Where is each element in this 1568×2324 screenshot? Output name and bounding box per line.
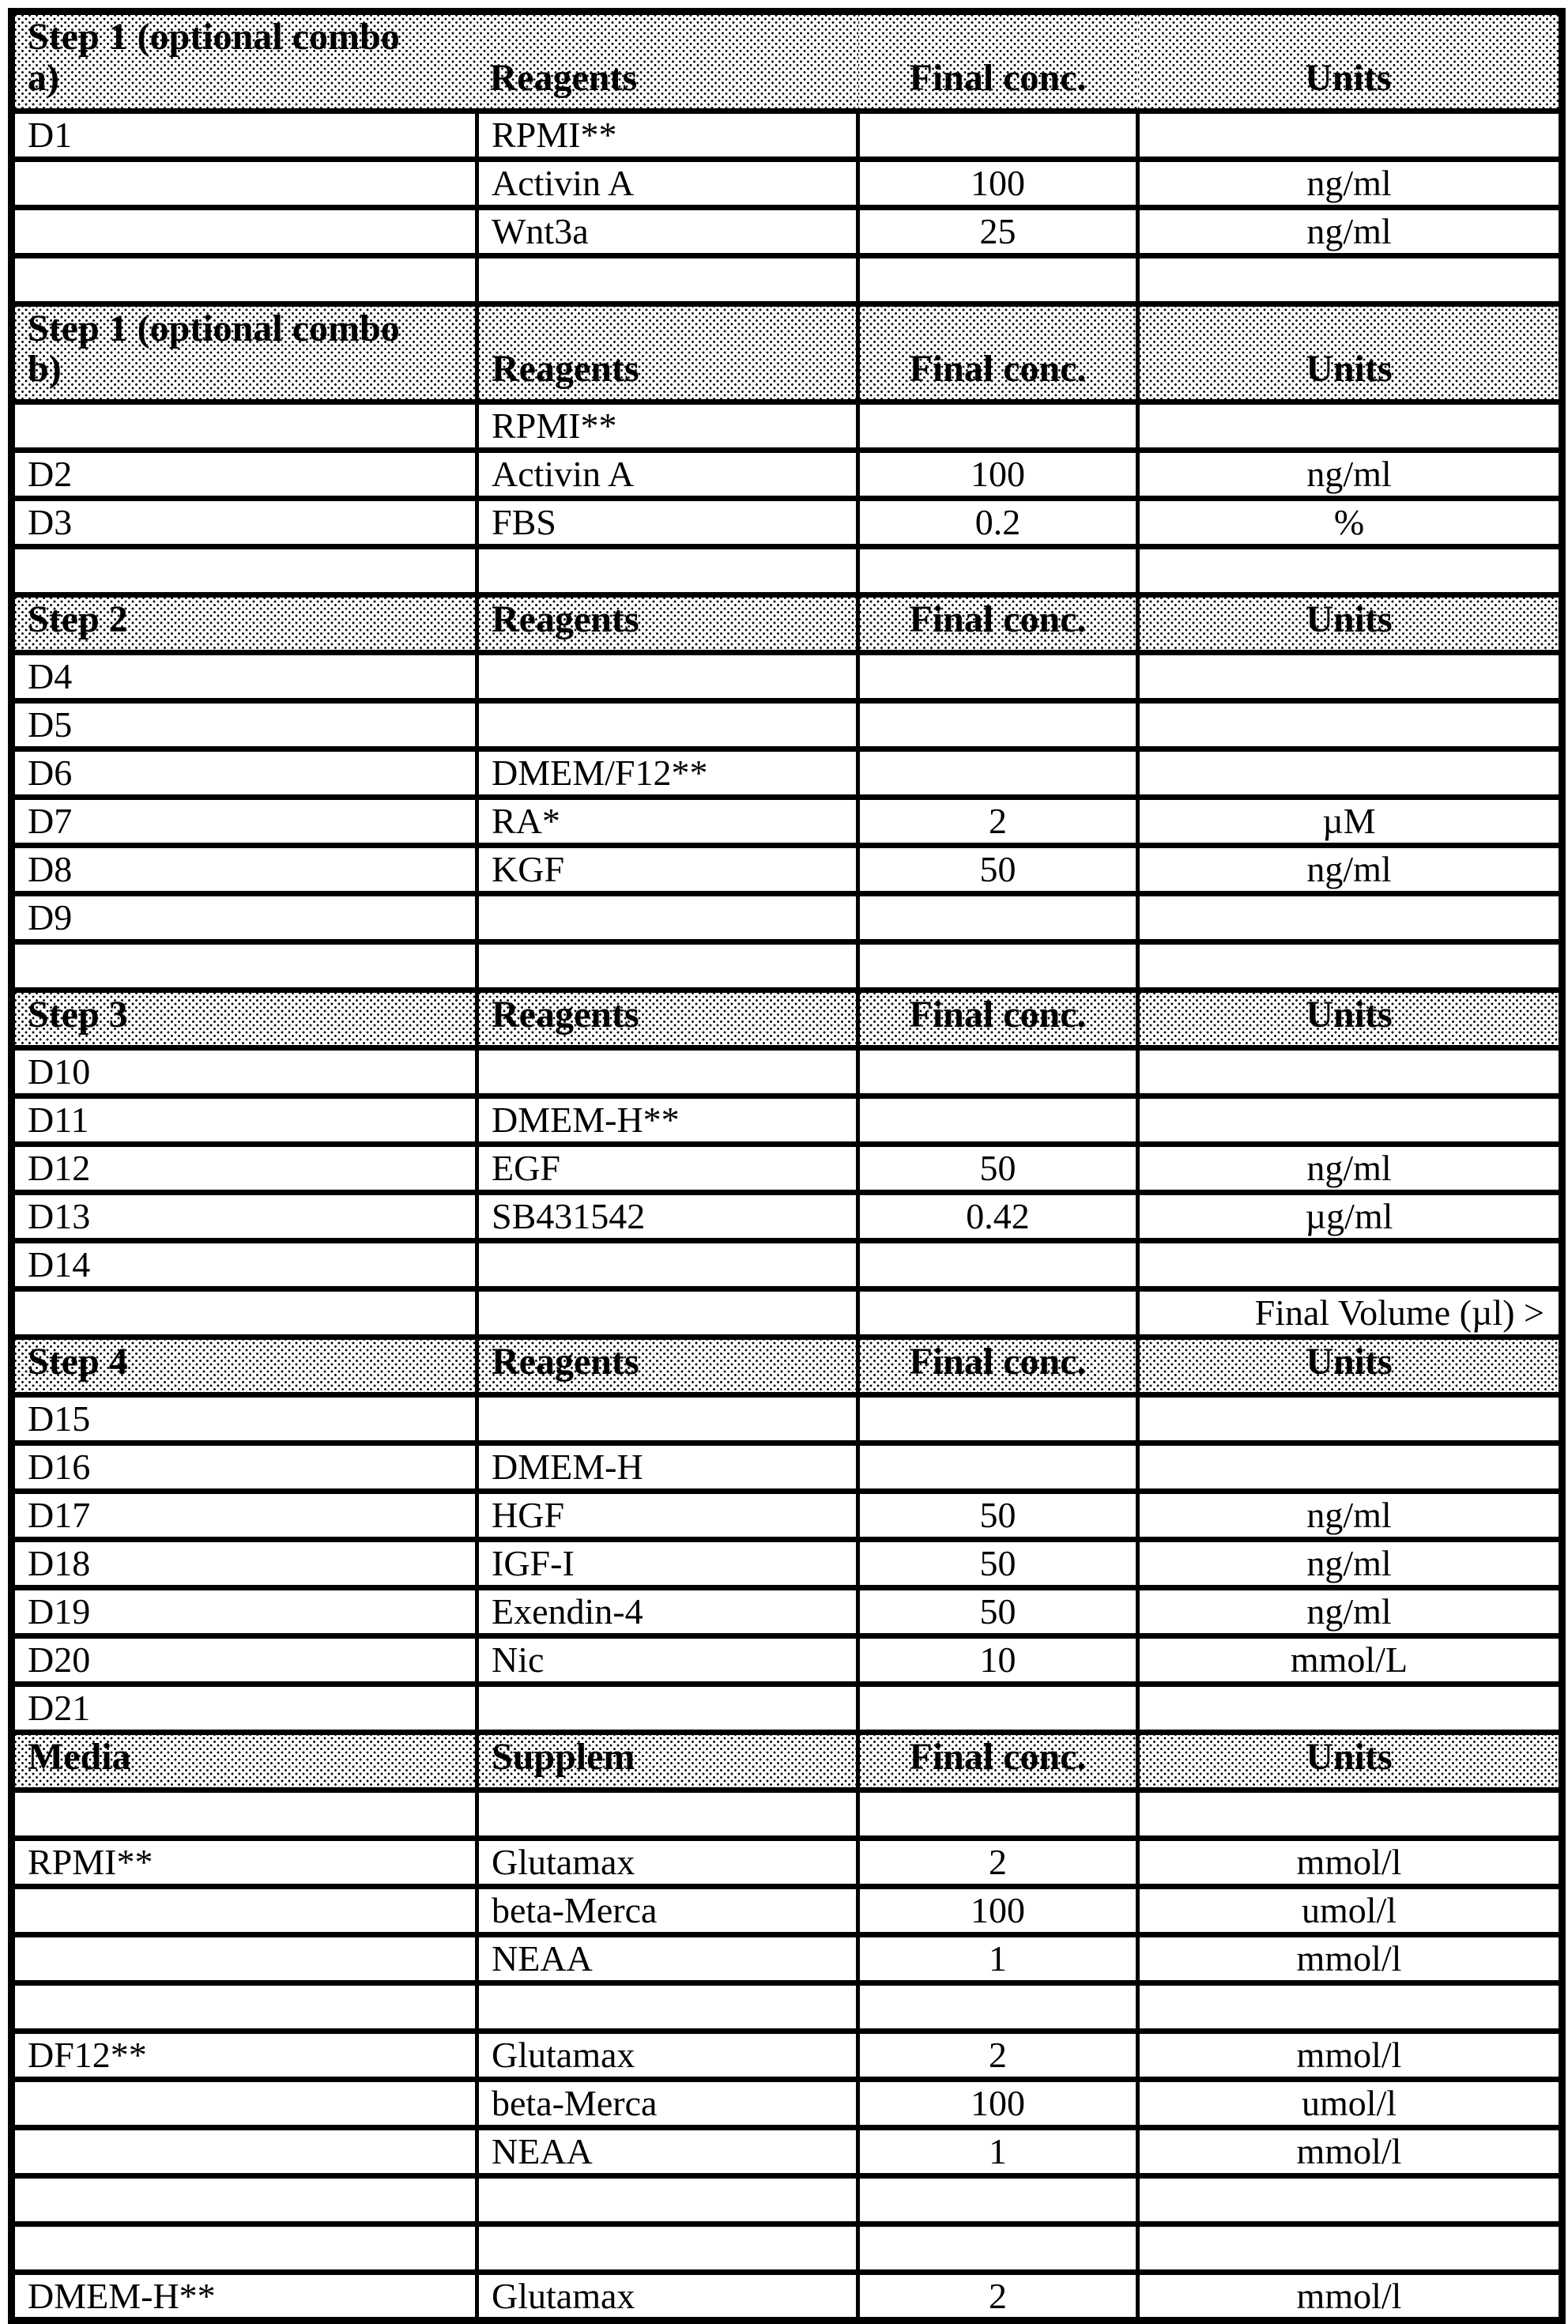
- cell-units: ng/ml: [1138, 1491, 1562, 1539]
- cell-step: [12, 2175, 477, 2224]
- table-row: [12, 2224, 1562, 2272]
- table-row: [12, 159, 1562, 207]
- table-row: [12, 1443, 1562, 1491]
- cell-units: µg/ml: [1138, 1192, 1562, 1240]
- cell-reagent: [477, 1288, 858, 1337]
- cell-step: D20: [12, 1635, 477, 1684]
- header-cell-reagent: Supplem: [477, 1732, 858, 1790]
- table-row: [12, 1790, 1562, 1838]
- cell-reagent: [477, 894, 858, 942]
- cell-reagent: [477, 1983, 858, 2031]
- cell-step: DMEM-H**: [12, 2272, 477, 2321]
- cell-final-conc: 10: [858, 1635, 1138, 1684]
- cell-step: [12, 1886, 477, 1934]
- cell-reagent: Exendin-4: [477, 1587, 858, 1635]
- cell-reagent: NEAA: [477, 2127, 858, 2175]
- cell-reagent: RA*: [477, 798, 858, 846]
- cell-units: [1138, 1443, 1562, 1491]
- cell-reagent: [477, 2175, 858, 2224]
- cell-final-conc: [858, 255, 1138, 304]
- header-cell-units: Units: [1138, 1732, 1562, 1790]
- reagent-table-body: [12, 12, 1562, 2321]
- cell-final-conc: 100: [858, 451, 1138, 499]
- cell-final-conc: [858, 1096, 1138, 1144]
- cell-reagent: FBS: [477, 499, 858, 547]
- cell-reagent: [477, 255, 858, 304]
- cell-final-conc: 0.42: [858, 1192, 1138, 1240]
- cell-step: D5: [12, 701, 477, 749]
- cell-step: D4: [12, 653, 477, 701]
- table-row: [12, 2079, 1562, 2127]
- header-cell-step: Step 1 (optional combo b): [12, 304, 477, 402]
- cell-final-conc: 50: [858, 1539, 1138, 1587]
- cell-step: [12, 942, 477, 990]
- header-cell-units: Units: [1138, 304, 1562, 402]
- cell-final-conc: [858, 1288, 1138, 1337]
- cell-reagent: Glutamax: [477, 2031, 858, 2079]
- cell-units: [1138, 111, 1562, 159]
- cell-units: [1138, 653, 1562, 701]
- cell-step: D10: [12, 1047, 477, 1096]
- cell-reagent: beta-Merca: [477, 2079, 858, 2127]
- cell-final-conc: 50: [858, 846, 1138, 894]
- header-cell-step: Step 3: [12, 990, 477, 1048]
- cell-step: D17: [12, 1491, 477, 1539]
- cell-step: DF12**: [12, 2031, 477, 2079]
- table-row: [12, 499, 1562, 547]
- cell-final-conc: [858, 402, 1138, 451]
- cell-final-conc: [858, 942, 1138, 990]
- cell-final-conc: 2: [858, 2272, 1138, 2321]
- cell-step: D8: [12, 846, 477, 894]
- cell-reagent: [477, 547, 858, 595]
- table-row: [12, 1684, 1562, 1732]
- header-cell-final-conc: Final conc.: [858, 1337, 1138, 1394]
- cell-final-conc: [858, 2224, 1138, 2272]
- cell-reagent: DMEM/F12**: [477, 749, 858, 798]
- cell-step: [12, 1983, 477, 2031]
- cell-final-conc: [858, 1443, 1138, 1491]
- cell-reagent: RPMI**: [477, 402, 858, 451]
- cell-reagent: Activin A: [477, 159, 858, 207]
- cell-final-conc: [858, 547, 1138, 595]
- cell-final-conc: 1: [858, 1934, 1138, 1983]
- cell-reagent: Glutamax: [477, 2272, 858, 2321]
- cell-step: [12, 255, 477, 304]
- header-cell-final-conc: Final conc.: [858, 595, 1138, 653]
- cell-units: mmol/l: [1138, 2127, 1562, 2175]
- table-row: [12, 653, 1562, 701]
- cell-units: %: [1138, 499, 1562, 547]
- cell-reagent: [477, 2224, 858, 2272]
- cell-step: D16: [12, 1443, 477, 1491]
- cell-reagent: [477, 1047, 858, 1096]
- cell-units: µM: [1138, 798, 1562, 846]
- cell-reagent: [477, 653, 858, 701]
- table-row: [12, 255, 1562, 304]
- cell-step: D14: [12, 1240, 477, 1288]
- cell-final-conc: [858, 701, 1138, 749]
- table-row: [12, 749, 1562, 798]
- header-cell-reagent: Reagents: [477, 1337, 858, 1394]
- table-row: [12, 1934, 1562, 1983]
- cell-final-conc: 100: [858, 2079, 1138, 2127]
- cell-final-conc: 100: [858, 159, 1138, 207]
- table-row: [12, 207, 1562, 255]
- table-row: [12, 942, 1562, 990]
- cell-reagent: [477, 1684, 858, 1732]
- section-header-row: [12, 595, 1562, 653]
- cell-reagent: EGF: [477, 1144, 858, 1192]
- cell-final-conc: [858, 1394, 1138, 1443]
- cell-final-conc: [858, 1047, 1138, 1096]
- cell-final-conc: 1: [858, 2127, 1138, 2175]
- table-row: [12, 2272, 1562, 2321]
- cell-units: [1138, 1790, 1562, 1838]
- cell-reagent: KGF: [477, 846, 858, 894]
- table-row: [12, 1838, 1562, 1886]
- cell-units: [1138, 1394, 1562, 1443]
- cell-step: D15: [12, 1394, 477, 1443]
- table-row: [12, 701, 1562, 749]
- header-cell-units: Units: [1138, 12, 1562, 111]
- cell-step: D13: [12, 1192, 477, 1240]
- section-header-row: [12, 304, 1562, 402]
- cell-final-conc: 0.2: [858, 499, 1138, 547]
- cell-units: mmol/l: [1138, 1934, 1562, 1983]
- table-row: [12, 798, 1562, 846]
- section-header-row: [12, 1732, 1562, 1790]
- cell-units: ng/ml: [1138, 1144, 1562, 1192]
- table-row: [12, 111, 1562, 159]
- cell-units: umol/l: [1138, 2079, 1562, 2127]
- table-row: [12, 1886, 1562, 1934]
- header-cell-reagent: Reagents: [477, 990, 858, 1048]
- cell-units: [1138, 701, 1562, 749]
- cell-units: mmol/L: [1138, 1635, 1562, 1684]
- table-row: [12, 547, 1562, 595]
- cell-final-conc: 2: [858, 2031, 1138, 2079]
- cell-reagent: [477, 1790, 858, 1838]
- table-row: [12, 1144, 1562, 1192]
- cell-units: [1138, 894, 1562, 942]
- cell-step: D19: [12, 1587, 477, 1635]
- cell-units: [1138, 2175, 1562, 2224]
- cell-units: mmol/l: [1138, 1838, 1562, 1886]
- section-header-row: [12, 12, 1562, 111]
- cell-reagent: HGF: [477, 1491, 858, 1539]
- header-cell-step: Media: [12, 1732, 477, 1790]
- header-cell-step: Step 4: [12, 1337, 477, 1394]
- table-row: [12, 1983, 1562, 2031]
- cell-reagent: [477, 1240, 858, 1288]
- cell-final-conc: [858, 1790, 1138, 1838]
- cell-step: [12, 1934, 477, 1983]
- table-row: [12, 1635, 1562, 1684]
- table-row: [12, 894, 1562, 942]
- cell-units: [1138, 1684, 1562, 1732]
- cell-step: [12, 2127, 477, 2175]
- cell-units: [1138, 547, 1562, 595]
- cell-step: [12, 159, 477, 207]
- cell-final-conc: 100: [858, 1886, 1138, 1934]
- cell-final-conc: [858, 1983, 1138, 2031]
- cell-units: [1138, 2224, 1562, 2272]
- table-row: [12, 1047, 1562, 1096]
- header-cell-reagent: Reagents: [477, 12, 858, 111]
- cell-units: ng/ml: [1138, 1587, 1562, 1635]
- cell-units: [1138, 942, 1562, 990]
- cell-final-conc: [858, 894, 1138, 942]
- cell-final-conc: [858, 1684, 1138, 1732]
- cell-reagent: IGF-I: [477, 1539, 858, 1587]
- cell-reagent: [477, 1394, 858, 1443]
- cell-reagent: Activin A: [477, 451, 858, 499]
- cell-reagent: DMEM-H: [477, 1443, 858, 1491]
- cell-final-conc: [858, 653, 1138, 701]
- cell-step: D9: [12, 894, 477, 942]
- cell-step: D7: [12, 798, 477, 846]
- table-row: [12, 2175, 1562, 2224]
- table-row: [12, 1192, 1562, 1240]
- header-cell-units: Units: [1138, 595, 1562, 653]
- cell-step: D6: [12, 749, 477, 798]
- table-row: [12, 1539, 1562, 1587]
- cell-step: [12, 2079, 477, 2127]
- cell-reagent: Glutamax: [477, 1838, 858, 1886]
- cell-final-conc: 2: [858, 798, 1138, 846]
- table-row: [12, 1096, 1562, 1144]
- cell-step: D2: [12, 451, 477, 499]
- cell-units: Final Volume (µl) >: [1138, 1288, 1562, 1337]
- cell-units: [1138, 1240, 1562, 1288]
- section-header-row: [12, 990, 1562, 1048]
- cell-units: mmol/l: [1138, 2031, 1562, 2079]
- cell-step: D18: [12, 1539, 477, 1587]
- header-cell-final-conc: Final conc.: [858, 12, 1138, 111]
- cell-reagent: [477, 701, 858, 749]
- cell-reagent: SB431542: [477, 1192, 858, 1240]
- table-row: [12, 1491, 1562, 1539]
- section-header-row: [12, 1337, 1562, 1394]
- cell-reagent: NEAA: [477, 1934, 858, 1983]
- cell-units: umol/l: [1138, 1886, 1562, 1934]
- cell-reagent: Nic: [477, 1635, 858, 1684]
- cell-step: D12: [12, 1144, 477, 1192]
- header-cell-final-conc: Final conc.: [858, 304, 1138, 402]
- cell-reagent: beta-Merca: [477, 1886, 858, 1934]
- cell-reagent: DMEM-H**: [477, 1096, 858, 1144]
- cell-units: [1138, 1047, 1562, 1096]
- cell-final-conc: [858, 111, 1138, 159]
- cell-units: ng/ml: [1138, 451, 1562, 499]
- cell-final-conc: [858, 749, 1138, 798]
- cell-step: [12, 2224, 477, 2272]
- table-row: [12, 402, 1562, 451]
- cell-step: [12, 547, 477, 595]
- table-row: [12, 1240, 1562, 1288]
- cell-reagent: [477, 942, 858, 990]
- header-cell-final-conc: Final conc.: [858, 990, 1138, 1048]
- cell-step: D3: [12, 499, 477, 547]
- cell-reagent: RPMI**: [477, 111, 858, 159]
- cell-units: ng/ml: [1138, 1539, 1562, 1587]
- cell-step: [12, 1288, 477, 1337]
- table-row: [12, 846, 1562, 894]
- cell-final-conc: [858, 1240, 1138, 1288]
- cell-units: mmol/l: [1138, 2272, 1562, 2321]
- cell-units: ng/ml: [1138, 159, 1562, 207]
- cell-step: RPMI**: [12, 1838, 477, 1886]
- cell-final-conc: [858, 2175, 1138, 2224]
- cell-final-conc: 50: [858, 1144, 1138, 1192]
- cell-step: [12, 1790, 477, 1838]
- cell-units: [1138, 402, 1562, 451]
- table-row: [12, 1587, 1562, 1635]
- cell-final-conc: 25: [858, 207, 1138, 255]
- table-row: [12, 451, 1562, 499]
- header-cell-step: Step 2: [12, 595, 477, 653]
- table-row: [12, 1288, 1562, 1337]
- cell-units: [1138, 749, 1562, 798]
- table-row: [12, 2031, 1562, 2079]
- cell-final-conc: 50: [858, 1587, 1138, 1635]
- table-row: [12, 2127, 1562, 2175]
- header-cell-step: Step 1 (optional combo a): [12, 12, 477, 111]
- cell-reagent: Wnt3a: [477, 207, 858, 255]
- cell-final-conc: 50: [858, 1491, 1138, 1539]
- cell-units: [1138, 1096, 1562, 1144]
- cell-units: [1138, 1983, 1562, 2031]
- cell-step: D11: [12, 1096, 477, 1144]
- header-cell-units: Units: [1138, 990, 1562, 1048]
- cell-step: [12, 207, 477, 255]
- cell-step: [12, 402, 477, 451]
- cell-final-conc: 2: [858, 1838, 1138, 1886]
- reagent-table: [8, 8, 1566, 2324]
- cell-step: D1: [12, 111, 477, 159]
- cell-units: ng/ml: [1138, 846, 1562, 894]
- header-cell-units: Units: [1138, 1337, 1562, 1394]
- cell-units: ng/ml: [1138, 207, 1562, 255]
- header-cell-final-conc: Final conc.: [858, 1732, 1138, 1790]
- header-cell-reagent: Reagents: [477, 595, 858, 653]
- cell-step: D21: [12, 1684, 477, 1732]
- cell-units: [1138, 255, 1562, 304]
- header-cell-reagent: Reagents: [477, 304, 858, 402]
- table-row: [12, 1394, 1562, 1443]
